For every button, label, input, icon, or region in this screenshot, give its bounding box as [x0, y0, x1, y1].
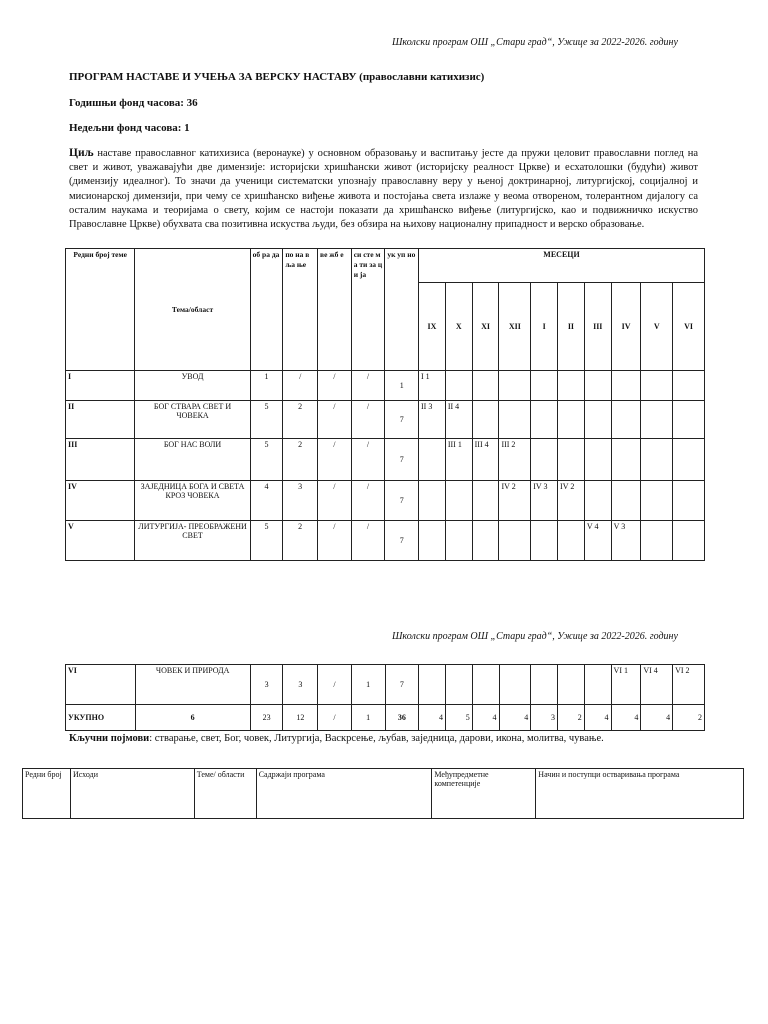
cell-uk: 1 — [385, 371, 419, 401]
cell-vez: / — [318, 481, 352, 521]
month-cell — [531, 371, 558, 401]
month-cell — [584, 665, 611, 705]
month-cell — [558, 665, 585, 705]
total-month: 3 — [531, 705, 558, 731]
month-cell — [673, 439, 705, 481]
total-month: 4 — [499, 705, 531, 731]
total-month: 4 — [584, 705, 611, 731]
month-cell: III 1 — [445, 439, 472, 481]
total-sis: 1 — [351, 705, 385, 731]
month-cell — [673, 401, 705, 439]
header-months: МЕСЕЦИ — [419, 249, 705, 283]
row-num: IV — [66, 481, 135, 521]
month-cell: VI 2 — [673, 665, 705, 705]
cell-utv: 2 — [283, 439, 318, 481]
month-header: VI — [673, 283, 705, 371]
month-header: XI — [472, 283, 499, 371]
row-topic: УВОД — [135, 371, 250, 401]
cell-vez: / — [318, 401, 352, 439]
month-header: II — [558, 283, 585, 371]
month-cell — [673, 371, 705, 401]
cell-vez: / — [318, 439, 352, 481]
month-cell — [641, 521, 673, 561]
month-cell — [558, 521, 585, 561]
cell-obrada: 1 — [250, 371, 283, 401]
cell-obrada: 5 — [250, 521, 283, 561]
month-cell — [611, 481, 641, 521]
month-cell — [472, 521, 499, 561]
row-topic: БОГ СТВАРА СВЕТ И ЧОВЕКА — [135, 401, 250, 439]
total-count: 6 — [135, 705, 250, 731]
month-header: I — [531, 283, 558, 371]
month-header: V — [641, 283, 673, 371]
col-header-num: Редни број — [23, 769, 71, 819]
total-month: 2 — [558, 705, 585, 731]
header-sistematizacija: си сте ма ти за ци ја — [351, 249, 385, 371]
month-cell — [558, 371, 585, 401]
month-cell: IV 2 — [499, 481, 531, 521]
month-header: III — [584, 283, 611, 371]
month-cell: V 4 — [584, 521, 611, 561]
cell-obrada: 5 — [250, 439, 283, 481]
row-topic: ЧОВЕК И ПРИРОДА — [135, 665, 250, 705]
month-cell — [558, 439, 585, 481]
month-cell — [472, 401, 499, 439]
title-sub: (православни катихизис) — [359, 71, 485, 83]
month-cell — [499, 401, 531, 439]
row-num: VI — [66, 665, 136, 705]
cell-uk: 7 — [385, 439, 419, 481]
row-topic: БОГ НАС ВОЛИ — [135, 439, 250, 481]
month-header: IV — [611, 283, 641, 371]
cell-sis: / — [351, 521, 385, 561]
month-cell — [472, 481, 499, 521]
topics-table-body — [66, 371, 705, 561]
total-obrada: 23 — [250, 705, 283, 731]
cell-vez: / — [318, 371, 352, 401]
month-cell — [558, 401, 585, 439]
month-cell: VI 4 — [641, 665, 673, 705]
row-topic: ЗАЈЕДНИЦА БОГА И СВЕТА КРОЗ ЧОВЕКА — [135, 481, 250, 521]
row-num: II — [66, 401, 135, 439]
month-cell: III 2 — [499, 439, 531, 481]
total-month: 4 — [472, 705, 499, 731]
month-cell — [419, 665, 446, 705]
month-cell — [531, 401, 558, 439]
month-cell — [472, 665, 499, 705]
col-header-topics: Теме/ области — [194, 769, 256, 819]
cell-vez: / — [318, 521, 352, 561]
cell-obrada: 3 — [250, 665, 283, 705]
month-cell: I 1 — [419, 371, 446, 401]
table-row — [66, 439, 705, 481]
row-num: III — [66, 439, 135, 481]
month-cell — [445, 481, 472, 521]
cell-sis: 1 — [351, 665, 385, 705]
goal-text: наставе православног катихизиса (веронауке) у основном образовању и васпитању јесте да пружи целовит православни поглед на свет и живот, уважавајући две димензије: историјски хришћански живот (историјску реалност Цркве) и есхатолошки (будући) живот (димензију идеалног). То значи да ученици систематски упознају православну веру у њеној доктринарној, литургијској, социјалној и мисионарској димензији, при чему се хришћанско виђење живота и постојања света излаже у веома отвореном, толерантном дијалогу са осталим наукама и теоријама о свету, којим се настоји показати да хришћанско виђење (литургијско, као и подвижничко искуство Православне Цркве) обухвата сва позитивна искуства људи, без обзира на њихову националну припадност и верско образовање. — [69, 148, 698, 231]
header-obrada: об ра да — [250, 249, 283, 371]
table-row — [66, 521, 705, 561]
col-header-methods: Начин и поступци остваривања програма — [536, 769, 744, 819]
month-cell — [584, 439, 611, 481]
month-cell — [419, 481, 446, 521]
goal-label: Циљ — [69, 147, 94, 159]
col-header-competencies: Међупредметне компетенције — [432, 769, 536, 819]
total-uk: 36 — [385, 705, 419, 731]
month-cell — [419, 439, 446, 481]
month-cell — [445, 521, 472, 561]
month-header: XII — [499, 283, 531, 371]
page-header-note-2: Школски програм ОШ „Стари град“, Ужице за 2022-2026. годину — [392, 631, 678, 642]
month-cell — [641, 481, 673, 521]
month-cell: III 4 — [472, 439, 499, 481]
cell-sis: / — [351, 481, 385, 521]
month-cell — [641, 439, 673, 481]
cell-uk: 7 — [385, 665, 419, 705]
header-vezbe: ве жб е — [318, 249, 352, 371]
topics-months-table — [65, 248, 705, 561]
month-cell — [584, 481, 611, 521]
month-cell — [611, 401, 641, 439]
page-header-note: Школски програм ОШ „Стари град“, Ужице за 2022-2026. годину — [392, 37, 678, 48]
month-cell — [531, 665, 558, 705]
cell-utv: 2 — [283, 401, 318, 439]
key-terms-text: : стварање, свет, Бог, човек, Литургија, Васкрсење, љубав, заједница, дарови, икона, молитва, чување. — [149, 733, 604, 744]
outcomes-table — [22, 768, 744, 819]
month-cell — [641, 371, 673, 401]
cell-sis: / — [351, 401, 385, 439]
totals-table — [65, 664, 705, 731]
goal-paragraph — [69, 146, 698, 232]
cell-utv: / — [283, 371, 318, 401]
total-month: 4 — [419, 705, 446, 731]
header-topic: Тема/област — [135, 249, 250, 371]
month-cell — [499, 521, 531, 561]
cell-uk: 7 — [385, 401, 419, 439]
month-header: X — [445, 283, 472, 371]
month-cell — [472, 371, 499, 401]
table-row — [66, 401, 705, 439]
cell-vez: / — [318, 665, 352, 705]
month-cell — [584, 371, 611, 401]
row-num: V — [66, 521, 135, 561]
month-cell — [531, 521, 558, 561]
header-ukupno: ук уп но — [385, 249, 419, 371]
total-utv: 12 — [283, 705, 318, 731]
cell-utv: 2 — [283, 521, 318, 561]
col-header-outcomes: Исходи — [70, 769, 194, 819]
month-cell: IV 2 — [558, 481, 585, 521]
month-cell — [611, 371, 641, 401]
key-terms-label: Кључни појмови — [69, 733, 150, 744]
total-label: УКУПНО — [66, 705, 136, 731]
cell-sis: / — [351, 371, 385, 401]
month-cell — [499, 665, 531, 705]
month-cell — [446, 665, 473, 705]
month-cell: VI 1 — [611, 665, 641, 705]
cell-sis: / — [351, 439, 385, 481]
total-row — [66, 705, 705, 731]
key-terms — [69, 733, 604, 744]
month-cell — [584, 401, 611, 439]
month-cell: II 4 — [445, 401, 472, 439]
total-month: 5 — [446, 705, 473, 731]
month-cell — [611, 439, 641, 481]
cell-utv: 3 — [283, 481, 318, 521]
total-month: 4 — [611, 705, 641, 731]
month-cell — [445, 371, 472, 401]
month-cell — [531, 439, 558, 481]
month-cell: V 3 — [611, 521, 641, 561]
total-vez: / — [318, 705, 352, 731]
month-cell — [673, 521, 705, 561]
title-main: ПРОГРАМ НАСТАВЕ И УЧЕЊА ЗА ВЕРСКУ НАСТАВУ — [69, 71, 357, 83]
month-header: IX — [419, 283, 446, 371]
table-row — [66, 665, 705, 705]
total-month: 2 — [673, 705, 705, 731]
col-header-content: Садржаји програма — [256, 769, 432, 819]
annual-fund: Годишњи фонд часова: 36 — [69, 97, 198, 109]
cell-obrada: 5 — [250, 401, 283, 439]
cell-obrada: 4 — [250, 481, 283, 521]
month-cell — [499, 371, 531, 401]
month-cell — [673, 481, 705, 521]
row-topic: ЛИТУРГИЈА- ПРЕОБРАЖЕНИ СВЕТ — [135, 521, 250, 561]
cell-uk: 7 — [385, 521, 419, 561]
table-row — [66, 481, 705, 521]
month-cell: IV 3 — [531, 481, 558, 521]
cell-uk: 7 — [385, 481, 419, 521]
weekly-fund: Недељни фонд часова: 1 — [69, 122, 190, 134]
month-cell — [419, 521, 446, 561]
page-title — [69, 71, 484, 83]
header-utvrdjivanje: по на вља ње — [283, 249, 318, 371]
cell-utv: 3 — [283, 665, 318, 705]
table-row — [66, 371, 705, 401]
total-month: 4 — [641, 705, 673, 731]
header-num: Редни број теме — [66, 249, 135, 371]
month-cell — [641, 401, 673, 439]
month-cell: II 3 — [419, 401, 446, 439]
row-num: I — [66, 371, 135, 401]
